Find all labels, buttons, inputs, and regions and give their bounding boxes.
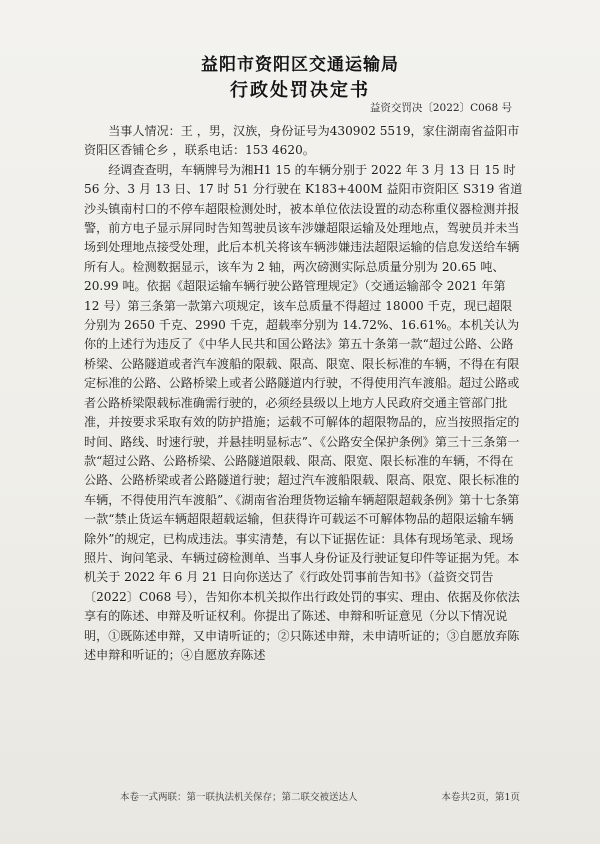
agency-name: 益阳市资阳区交通运输局 bbox=[201, 55, 399, 75]
document-number: 益资交罚决〔2022〕C068 号 bbox=[369, 102, 512, 114]
document-title: 行政处罚决定书 bbox=[230, 80, 370, 101]
page-info: 本卷共2页，第1页 bbox=[441, 792, 520, 803]
party-info-paragraph: 当事人情况：王 ，男，汉族，身份证号为430902 5519，家住湖南省益阳市资阳区香铺仑乡 ，联系电话：153 4620。 bbox=[84, 124, 520, 158]
page-footer bbox=[120, 789, 520, 803]
copies-note: 本卷一式两联：第一联执法机关保存；第二联交被送达人 bbox=[120, 792, 358, 803]
investigation-paragraph: 经调查查明，车辆牌号为湘H1 15 的车辆分别于 2022 年 3 月 13 日 15 时 56 分、3 月 13 日、17 时 51 分行驶在 K183+400M 益阳市资阳区 S319 省道沙头镇南村口的不停车超限检测处时，被本单位依法设置的动态称重仪器检测并报警，前方电子显示屏同时告知驾驶员该车涉嫌超限运输及处理地点，驾驶员并未当场到处理地点接受处理，此后本机关将该车辆涉嫌违法超限运输的信息发送给车辆所有人。检测数据显示，该车为 2 轴，两次磅测实际总质量分别为 20.65 吨、20.99 吨。依据《超限运输车辆行驶公路管理规定》（交通运输部令 2021 年第 12 号）第三条第一款第六项规定，该车总质量不得超过 18000 千克，现已超限分别为 2650 千克、2990 千克，超载率分别为 14.72%、16.61%。本机关认为你的上述行为违反了《中华人民共和国公路法》第五十条第一款“超过公路、公路桥梁、公路隧道或者汽车渡船的限载、限高、限宽、限长标准的车辆，不得在有限定标准的公路、公路桥梁上或者公路隧道内行驶，不得使用汽车渡船。超过公路或者公路桥梁限载标准确需行驶的，必须经县级以上地方人民政府交通主管部门批准，并按要求采取有效的防护措施；运载不可解体的超限物品的，应当按照指定的时间、路线、时速行驶，并悬挂明显标志”、《公路安全保护条例》第三十三条第一款“超过公路、公路桥梁、公路隧道限载、限高、限宽、限长标准的车辆，不得在公路、公路桥梁或者公路隧道行驶；超过汽车渡船限载、限高、限宽、限长标准的车辆，不得使用汽车渡船”、《湖南省治理货物运输车辆超限超载条例》第十七条第一款“禁止货运车辆超限超载运输，但获得许可载运不可解体物品的超限运输车辆除外”的规定，已构成违法。事实清楚，有以下证据佐证：具体有现场笔录、现场照片、询问笔录、车辆过磅检测单、当事人身份证及行驶证复印件等证据为凭。本机关于 2022 年 6 月 21 日向你送达了《行政处罚事前告知书》（益资交罚告〔2022〕C068 号），告知你本机关拟作出行政处罚的事实、理由、依据及你依法享有的陈述、申辩及听证权利。你提出了陈述、申辩和听证意见（分以下情况说明，①既陈述申辩，又申请听证的；②只陈述申辩，未申请听证的；③自愿放弃陈述申辩和听证的；④自愿放弃陈述 bbox=[84, 162, 523, 662]
document-body bbox=[84, 122, 524, 665]
